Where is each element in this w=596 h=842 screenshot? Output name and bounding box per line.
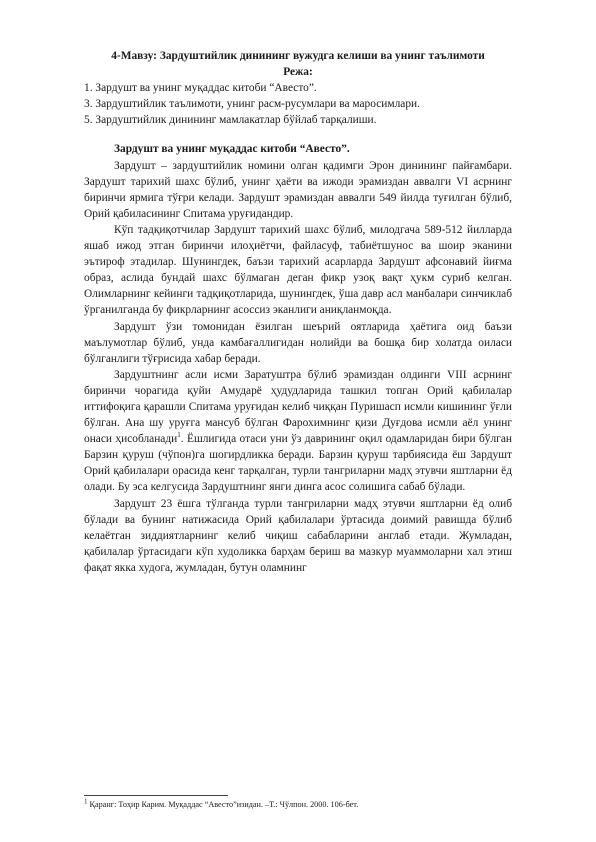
paragraph-1: Зардушт – зардуштийлик номини олган қадимги Эрон динининг пайғамбари. Зардушт тарихий шахс бўлиб, унинг ҳаёти ва ижоди эрамиздан аввалги VI асрнинг биринчи ярмига тўғри келади. Зардушт эрамиздан аввалги 549 йилда туғилган бўлиб, Орий қабиласининг Спитама уруғидандир.: [84, 159, 512, 220]
plan-item-2: 3. Зардуштийлик таълимоти, унинг расм-русумлари ва маросимлари.: [84, 98, 420, 111]
paragraph-3: Зардушт ўзи томонидан ёзилган шеърий оятларида ҳаётига оид баъзи маълумотлар бўлиб, унда камбағаллигидан нолийди ва бошқа бир холатда оиласи бўлганлиги тўғрисида хабар беради.: [84, 320, 512, 365]
paragraph-2: Кўп тадқиқотчилар Зардушт тарихий шахс бўлиб, милодгача 589-512 йилларда яшаб ижод этган биринчи илоҳиётчи, файласуф, табиётшунос ва шоир эканини эътироф этадилар. Шунингдек, баъзи тарихий асарларда Зардушт афсонавий йиғма образ, аслида бундай шахс бўлмаган деган фикр узоқ вақт ҳукм суриб келган. Олимларнинг кейинги тадқиқотларида, шунингдек, ўша давр асл манбалари синчиклаб ўрганилганда бу фикрларнинг асоссиз эканлиги аниқланмоқда.: [84, 223, 512, 317]
paragraph-4: [84, 367, 512, 496]
document-page: [84, 48, 512, 576]
section-heading: Зардушт ва унинг муқаддас китоби “Авесто”.: [114, 143, 350, 156]
footnote-text: Қаранг: Тоҳир Карим. Муқаддас “Авесто”изидан. –Т.: Чўлпон. 2000. 106-бет.: [87, 800, 359, 809]
plan-item-3: 5. Зардуштийлик динининг мамлакатлар бўйлаб тарқалиши.: [84, 114, 377, 127]
plan-heading: Режа:: [283, 66, 313, 79]
plan-item-1: 1. Зардушт ва унинг муқаддас китоби “Авесто”.: [84, 82, 317, 95]
paragraph-4-text-a: Зардуштнинг асли исми Заратуштра бўлиб эрамиздан олдинги VIII асрнинг биринчи чорагида қуйи Амударё ҳудудларида ташкил топган Орий қабилалар иттифоқига қарашли Спитама уруғидан келиб чиққан Пуришасп исмли кишининг ўғли бўлган. Ана шу уруғга мансуб бўлган Фарохимнинг қизи Дуғдова исмли аёл унинг онаси ҳисобланади: [84, 368, 512, 446]
paragraph-5: Зардушт 23 ёшга тўлганда турли тангриларни мадҳ этувчи яштларни ёд олиб бўлади ва бунинг натижасида Орий қабилалари ўртасида доимий равишда бўлиб келаётган зиддиятларнинг келиб чиқиш сабабларини англаб етади. Жумладан, қабилалар ўртасидаги кўп худоликка барҳам бериш ва мазкур муаммоларни хал этиш фақат якка худога, жумладан, бутун оламнинг: [84, 497, 512, 574]
footnote: [84, 797, 512, 810]
topic-title: 4-Мавзу: Зардуштийлик динининг вужудга келиши ва унинг таълимоти: [111, 50, 485, 62]
spacer: [84, 128, 512, 141]
paragraph-4-text-b: . Ёшлигида отаси уни ўз даврининг оқил одамларидан бири бўлган Барзин қуруш (чўпон)га шогирдликка беради. Барзин қуруш тарбиясида ёш Зардушт Орий қабилалари орасида кенг тарқалган, турли тангриларни мадҳ этувчи яштларни ёд олади. Бу эса келгусида Зардуштнинг янги динга асос солишига сабаб бўлади.: [84, 433, 512, 494]
footnote-reference[interactable]: 1: [177, 431, 181, 440]
footnote-divider: [84, 795, 228, 796]
footnote-number: 1: [84, 797, 88, 806]
